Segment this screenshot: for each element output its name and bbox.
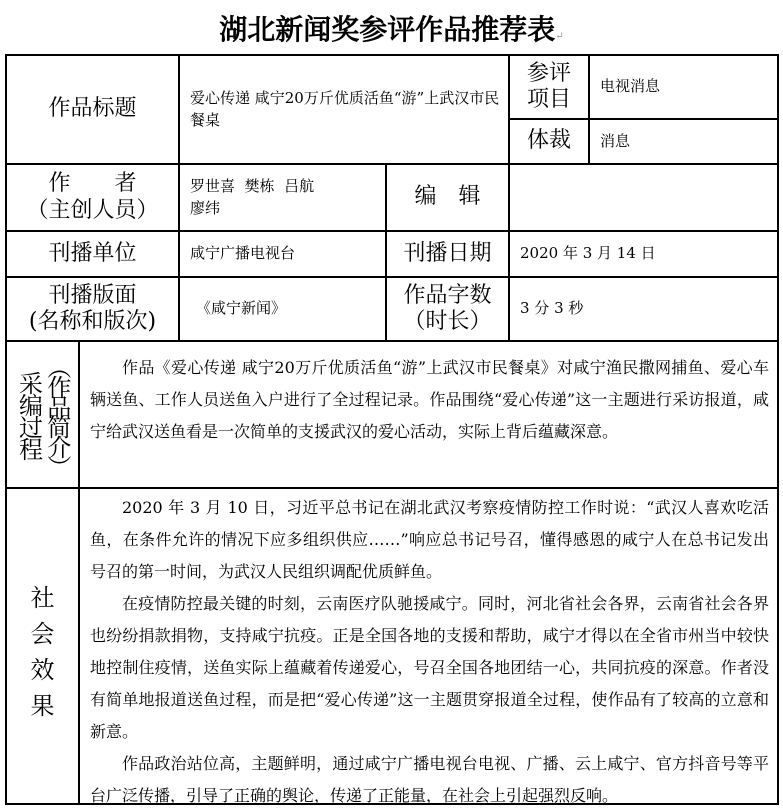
summary-paragraph: 作品《爱心传递 咸宁20万斤优质活鱼“游”上武汉市民餐桌》对咸宁渔民撒网捕鱼、爱心车辆送鱼、工作人员送鱼入户进行了全过程记录。作品围绕“爱心传递”这一主题进行采访报道，咸宁给武汉送鱼看是一次简单的支援武汉的爱心活动，实际上背后蕴藏深意。 xyxy=(90,358,769,441)
author-label-line2: （主创人员） xyxy=(26,197,159,223)
social-effect-label-char: 效 xyxy=(30,656,55,684)
genre-label-cell xyxy=(508,118,590,165)
publisher-value: 咸宁广播电视台 xyxy=(190,244,296,263)
publisher-value-cell[interactable] xyxy=(178,230,387,278)
social-effect-content-cell[interactable] xyxy=(78,487,779,805)
publish-date-label: 刊播日期 xyxy=(403,240,492,266)
editor-value-cell[interactable] xyxy=(508,163,779,232)
work-title-value: 爱心传递 咸宁20万斤优质活鱼“游”上武汉市民餐桌 xyxy=(190,88,500,129)
author-label-line1: 作 者 xyxy=(48,171,137,197)
social-effect-paragraph: 在疫情防控最关键的时刻，云南医疗队驰援咸宁。同时，河北省社会各界，云南省社会各界也纷纷捐款捐物，支持咸宁抗疫。正是全国各地的支援和帮助，咸宁才得以在全省市州当中较快地控制住疫情，送鱼实际上蕴藏着传递爱心，号召全国各地团结一心，共同抗疫的深意。作者没有简单地报道送鱼过程，而是把“爱心传递”这一主题贯穿报道全过程，使作品有了较高的立意和新意。 xyxy=(90,594,769,741)
publisher-label-cell xyxy=(5,230,180,278)
publish-section-value-cell[interactable] xyxy=(178,276,387,342)
category-label-cell xyxy=(508,54,590,120)
publisher-label: 刊播单位 xyxy=(48,240,137,266)
summary-label-cell xyxy=(5,340,80,489)
author-value-line2: 廖纬 xyxy=(190,198,221,217)
work-title-label-cell xyxy=(5,54,180,165)
work-title-label: 作品标题 xyxy=(48,96,137,122)
publish-section-label-cell xyxy=(5,276,180,342)
publish-section-label-line1: 刊播版面 xyxy=(48,282,137,308)
document-title-text: 湖北新闻奖参评作品推荐表 xyxy=(219,13,556,46)
editor-label: 编 辑 xyxy=(414,184,481,210)
publish-section-label-line2: (名称和版次) xyxy=(28,309,157,334)
publish-date-value-cell[interactable] xyxy=(508,230,779,278)
length-label-cell xyxy=(385,276,510,342)
social-effect-label-cell xyxy=(5,487,80,805)
work-title-value-cell[interactable] xyxy=(178,54,510,165)
social-effect-label-char: 社 xyxy=(30,584,55,612)
category-value: 电视消息 xyxy=(600,77,661,95)
social-effect-paragraph: 2020 年 3 月 10 日，习近平总书记在湖北武汉考察疫情防控工作时说：“武汉人喜欢吃活鱼，在条件允许的情况下应多组织供应……”响应总书记号召，懂得感恩的咸宁人在总书记发出号召的第一时间，为武汉人民组织调配优质鲜鱼。 xyxy=(90,498,769,581)
publish-date-label-cell xyxy=(385,230,510,278)
summary-label-col1: 采编过程 xyxy=(14,370,43,459)
category-value-cell[interactable] xyxy=(588,54,779,120)
category-label-line1: 参评 xyxy=(526,60,571,86)
summary-content-cell[interactable] xyxy=(78,340,779,489)
document-title xyxy=(0,8,783,48)
paragraph-mark-icon: ↵ xyxy=(555,31,564,42)
editor-label-cell xyxy=(385,163,510,232)
publish-section-value: 《咸宁新闻》 xyxy=(196,299,287,318)
length-value: 3 分 3 秒 xyxy=(520,299,584,318)
summary-label-col2: （作品简介） xyxy=(42,354,71,475)
category-label-line2: 项目 xyxy=(526,87,571,112)
genre-value-cell[interactable] xyxy=(588,118,779,165)
social-effect-paragraph: 作品政治站位高，主题鲜明，通过咸宁广播电视台电视、广播、云上咸宁、官方抖音号等平台广泛传播，引导了正确的舆论，传递了正能量，在社会上引起强烈反响。 xyxy=(90,754,769,805)
author-label-cell xyxy=(5,163,180,232)
publish-date-value: 2020 年 3 月 14 日 xyxy=(520,244,656,263)
genre-value: 消息 xyxy=(600,131,631,150)
length-value-cell[interactable] xyxy=(508,276,779,342)
length-label-line1: 作品字数 xyxy=(403,282,492,308)
author-value-cell[interactable] xyxy=(178,163,387,232)
social-effect-label-char: 会 xyxy=(30,620,55,648)
genre-label: 体裁 xyxy=(526,128,571,154)
length-label-line2: （时长） xyxy=(403,309,492,334)
author-value-line1: 罗世喜 樊栋 吕航 xyxy=(190,176,315,195)
social-effect-label-char: 果 xyxy=(30,692,55,720)
